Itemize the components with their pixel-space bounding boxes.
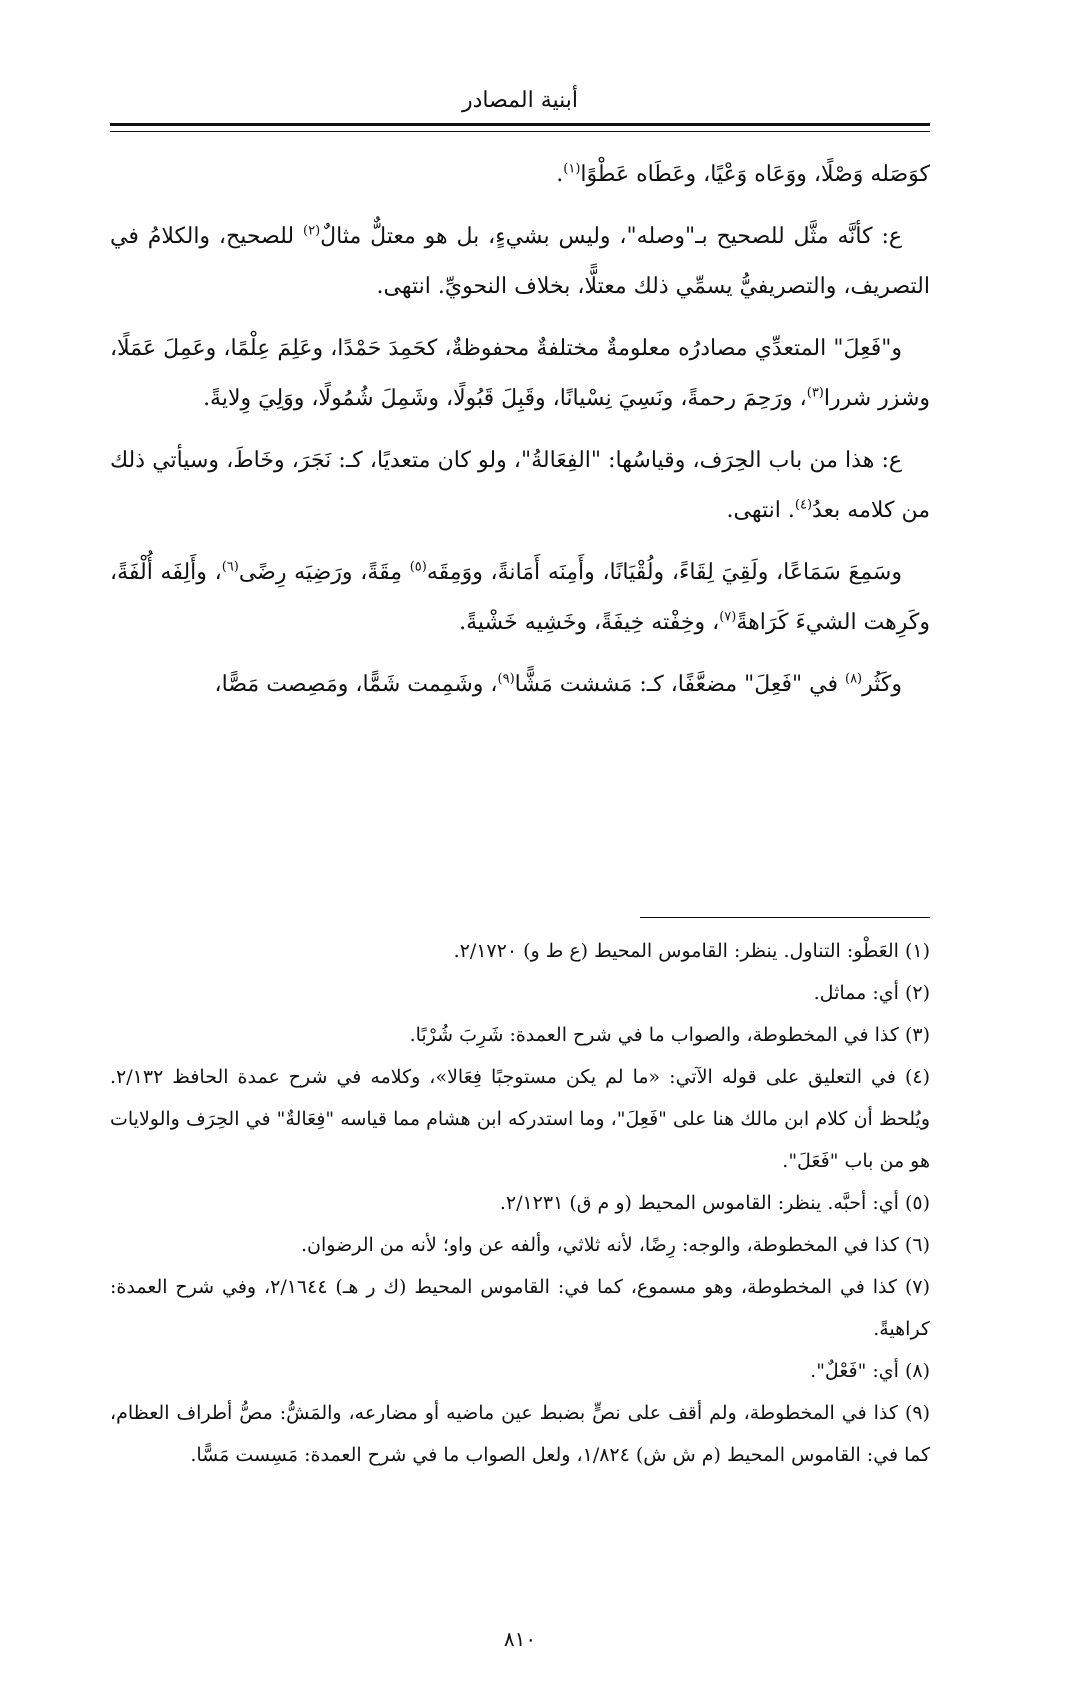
paragraph-4-b: . انتهى.: [726, 498, 795, 523]
footnotes: [110, 930, 930, 1476]
footnote-9: (٩) كذا في المخطوطة، ولم أقف على نصٍّ بضبط عين ماضيه أو مضارعه، والمَشُّ: مصُّ أطراف العظام، كما في: القاموس المحيط (م ش ش) ١/٨٢٤، ولعل الصواب ما في شرح العمدة: مَسِست مَسًّا.: [110, 1402, 930, 1466]
footnote-ref-2: (٢): [303, 223, 321, 239]
footnote-1: (١) العَطْو: التناول. ينظر: القاموس المحيط (ع ط و) ٢/١٧٢٠.: [453, 940, 930, 962]
footnote-4: (٤) في التعليق على قوله الآتي: «ما لم يكن مستوجبًا فِعَالا»، وكلامه في شرح عمدة الحافظ ٢/١٣٢. ويُلحظ أن كلام ابن مالك هنا على "فَعِلَ"، وما استدركه ابن هشام مما قياسه "فِعَالةٌ" في الحِرَف والولايات هو من باب "فَعَلَ".: [110, 1066, 930, 1172]
footnote-ref-6: (٦): [221, 559, 239, 575]
paragraph-4: [110, 436, 930, 536]
paragraph-6-b: في "فَعِلَ" مضعَّفًا، كـ: مَششت مَشًّا: [514, 672, 845, 697]
footnote-ref-8: (٨): [844, 671, 863, 687]
footnote-3: (٣) كذا في المخطوطة، والصواب ما في شرح العمدة: شَرِبَ شُرْبًا.: [409, 1024, 930, 1046]
footnote-6: (٦) كذا في المخطوطة، والوجه: رِضًا، لأنه ثلاثي، وألفه عن واو؛ لأنه من الرضوان.: [301, 1234, 930, 1256]
footnote-2: (٢) أي: مماثل.: [813, 982, 930, 1004]
paragraph-1-text: كوَصَله وَصْلًا، ووَعَاه وَعْيًا، وعَطَاه عَطْوًا: [580, 162, 930, 187]
paragraph-5-c: ، وأَلِفَه أُلْفَةً، وكَرِهت الشيءَ كَرَاهةً: [110, 560, 930, 635]
paragraph-5-b: مِقَةً، ورَضِيَه رِضًى: [238, 560, 410, 585]
paragraph-5-a: وسَمِعَ سَمَاعًا، ولَقِيَ لِقَاءً، ولُقْيَانًا، وأَمِنَه أَمَانةً، ووَمِقَه: [426, 560, 902, 585]
header-rule-thick: [110, 123, 930, 126]
footnote-5: (٥) أي: أحبَّه. ينظر: القاموس المحيط (و م ق) ٢/١٢٣١.: [499, 1192, 930, 1214]
footnote-ref-9: (٩): [497, 671, 515, 687]
paragraph-5-d: ، وخِفْته خِيفَةً، وخَشِيه خَشْيةً.: [459, 610, 720, 635]
running-header: أبنية المصادر: [461, 88, 579, 113]
footnote-ref-3: (٣): [806, 385, 824, 401]
header-rule-thin: [110, 131, 930, 132]
main-text: [110, 150, 930, 722]
footnote-8: (٨) أي: "فَعْلٌ".: [810, 1360, 930, 1382]
paragraph-2-a: ع: كأنَّه مثَّل للصحيح بـ"وصله"، وليس بشيءٍ، بل هو معتلٌّ مثالٌ: [320, 224, 902, 249]
footnote-separator: [640, 917, 930, 918]
paragraph-3-a: و"فَعِلَ" المتعدِّي مصادرُه معلومةٌ مختلفةٌ محفوظةٌ، كحَمِدَ حَمْدًا، وعَلِمَ عِلْمًا، وعَمِلَ عَمَلًا، وشزر شررا: [110, 336, 930, 411]
paragraph-4-a: ع: هذا من باب الحِرَف، وقياسُها: "الفِعَالةُ"، ولو كان متعديًا، كـ: نَجَرَ، وخَاطَ، وسيأتي ذلك من كلامه بعدُ: [110, 448, 930, 523]
paragraph-5: [110, 548, 930, 648]
paragraph-2-b: للصحيح، والكلامُ في التصريف، والتصريفيُّ يسمِّي ذلك معتلًّا، بخلاف النحويِّ. انتهى.: [110, 224, 930, 299]
paragraph-6-c: ، وشَمِمت شَمًّا، ومَصِصت مَصًّا،: [214, 672, 498, 697]
paragraph-1: [110, 150, 930, 200]
paragraph-3: [110, 324, 930, 424]
footnote-ref-5: (٥): [409, 559, 427, 575]
footnote-ref-4: (٤): [794, 497, 813, 513]
page-number: ٨١٠: [503, 1627, 537, 1651]
paragraph-6-a: وكَثُر: [862, 672, 902, 697]
paragraph-3-b: ، ورَحِمَ رحمةً، ونَسِيَ نِسْيانًا، وقَبِلَ قَبُولًا، وشَمِلَ شُمُولًا، ووَلِيَ وِلايةً.: [203, 386, 807, 411]
paragraph-6: [110, 660, 930, 710]
paragraph-1-tail: .: [556, 162, 564, 187]
footnote-ref-1: (١): [563, 161, 581, 177]
footnote-7: (٧) كذا في المخطوطة، وهو مسموع، كما في: القاموس المحيط (ك ر هـ) ٢/١٦٤٤، وفي شرح العمدة: كراهيةً.: [110, 1276, 931, 1340]
footnote-ref-7: (٧): [719, 609, 737, 625]
paragraph-2: [110, 212, 930, 312]
